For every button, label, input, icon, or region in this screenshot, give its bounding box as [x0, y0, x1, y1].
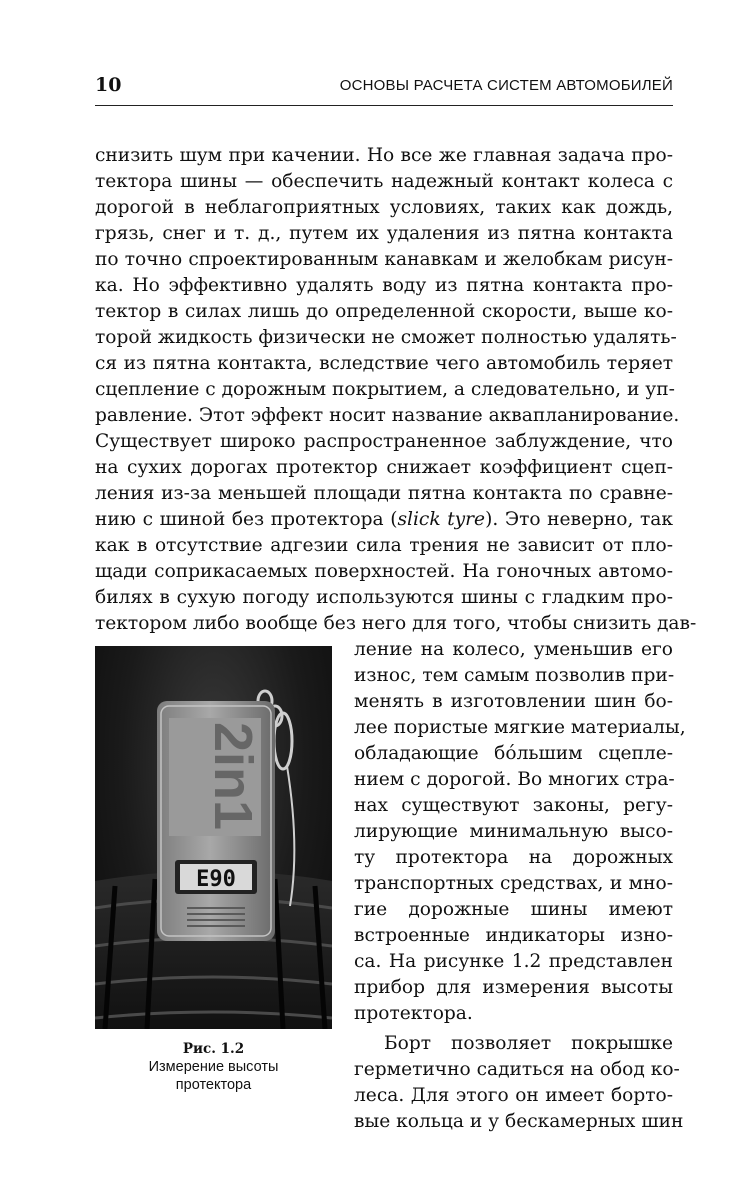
- text-line: грязь, снег и т. д., путем их удаления из пятна контакта: [95, 223, 673, 244]
- text-line: тектором либо вообще без него для того, чтобы снизить дав-: [95, 613, 697, 634]
- gauge-body: [157, 701, 275, 941]
- text-line: ка. Но эффективно удалять воду из пятна контакта про-: [95, 275, 673, 296]
- text-line: лее пористые мягкие материалы,: [354, 717, 686, 738]
- page-number: 10: [95, 74, 122, 96]
- figure-caption: [95, 1058, 332, 1094]
- text-line: торой жидкость физически не сможет полностью удалять-: [95, 327, 677, 348]
- text-line: равление. Этот эффект носит название аквапланирование.: [95, 405, 680, 426]
- text-line: герметично садиться на обод ко-: [354, 1059, 680, 1080]
- text-segment: ). Это неверно, так: [485, 509, 673, 530]
- text-line: встроенные индикаторы изно-: [354, 925, 673, 946]
- header-rule: [95, 105, 673, 106]
- text-line: нах существуют законы, регу-: [354, 795, 673, 816]
- text-line: транспортных средствах, и мно-: [354, 873, 673, 894]
- text-line: леса. Для этого он имеет борто-: [354, 1085, 673, 1106]
- text-line: билях в сухую погоду используются шины с гладким про-: [95, 587, 673, 608]
- text-line: Существует широко распространенное заблуждение, что: [95, 431, 673, 452]
- text-line: сцепление с дорожным покрытием, а следовательно, и уп-: [95, 379, 675, 400]
- text-line: менять в изготовлении шин бо-: [354, 691, 673, 712]
- lcd-reading: E90: [196, 867, 236, 892]
- text-line: Борт позволяет покрышке: [384, 1033, 673, 1054]
- text-line: снизить шум при качении. Но все же главная задача про-: [95, 145, 673, 166]
- text-line: нием с дорогой. Во многих стра-: [354, 769, 675, 790]
- caption-line: Измерение высоты: [148, 1059, 279, 1075]
- text-line: тектора шины — обеспечить надежный контакт колеса с: [95, 171, 673, 192]
- figure-photo-tread-gauge: [95, 646, 332, 1029]
- text-line: са. На рисунке 1.2 представлен: [354, 951, 673, 972]
- text-line: по точно спроектированным канавкам и желобкам рисун-: [95, 249, 673, 270]
- text-line: износ, тем самым позволив при-: [354, 665, 675, 686]
- text-line: ся из пятна контакта, вследствие чего автомобиль теряет: [95, 353, 673, 374]
- tread-gauge-illustration: [95, 646, 332, 1029]
- page-header: [95, 74, 673, 104]
- text-line-with-italic: [95, 507, 673, 533]
- text-line: на сухих дорогах протектор снижает коэффициент сцеп-: [95, 457, 673, 478]
- running-title: ОСНОВЫ РАСЧЕТА СИСТЕМ АВТОМОБИЛЕЙ: [339, 77, 673, 94]
- text-line: ления из-за меньшей площади пятна контакта по сравне-: [95, 483, 673, 504]
- text-line: тектор в силах лишь до определенной скорости, выше ко-: [95, 301, 673, 322]
- text-line: прибор для измерения высоты: [354, 977, 673, 998]
- text-line: ту протектора на дорожных: [354, 847, 673, 868]
- figure-label: Рис. 1.2: [182, 1041, 245, 1057]
- text-line: как в отсутствие адгезии сила трения не зависит от пло-: [95, 535, 673, 556]
- text-line: вые кольца и у бескамерных шин: [354, 1111, 684, 1132]
- text-line: протектора.: [354, 1003, 473, 1024]
- device-logo: 2in1: [203, 721, 263, 831]
- text-line: ление на колесо, уменьшив его: [354, 639, 673, 660]
- italic-term: slick tyre: [397, 509, 486, 530]
- text-line: лирующие минимальную высо-: [354, 821, 673, 842]
- text-line: щади соприкасаемых поверхностей. На гоночных автомо-: [95, 561, 673, 582]
- text-line: дорогой в неблагоприятных условиях, таких как дождь,: [95, 197, 673, 218]
- text-line: обладающие бо́льшим сцепле-: [354, 743, 673, 764]
- text-line: гие дорожные шины имеют: [354, 899, 673, 920]
- text-segment: нию с шиной без протектора (: [95, 509, 398, 530]
- caption-line: протектора: [175, 1077, 252, 1093]
